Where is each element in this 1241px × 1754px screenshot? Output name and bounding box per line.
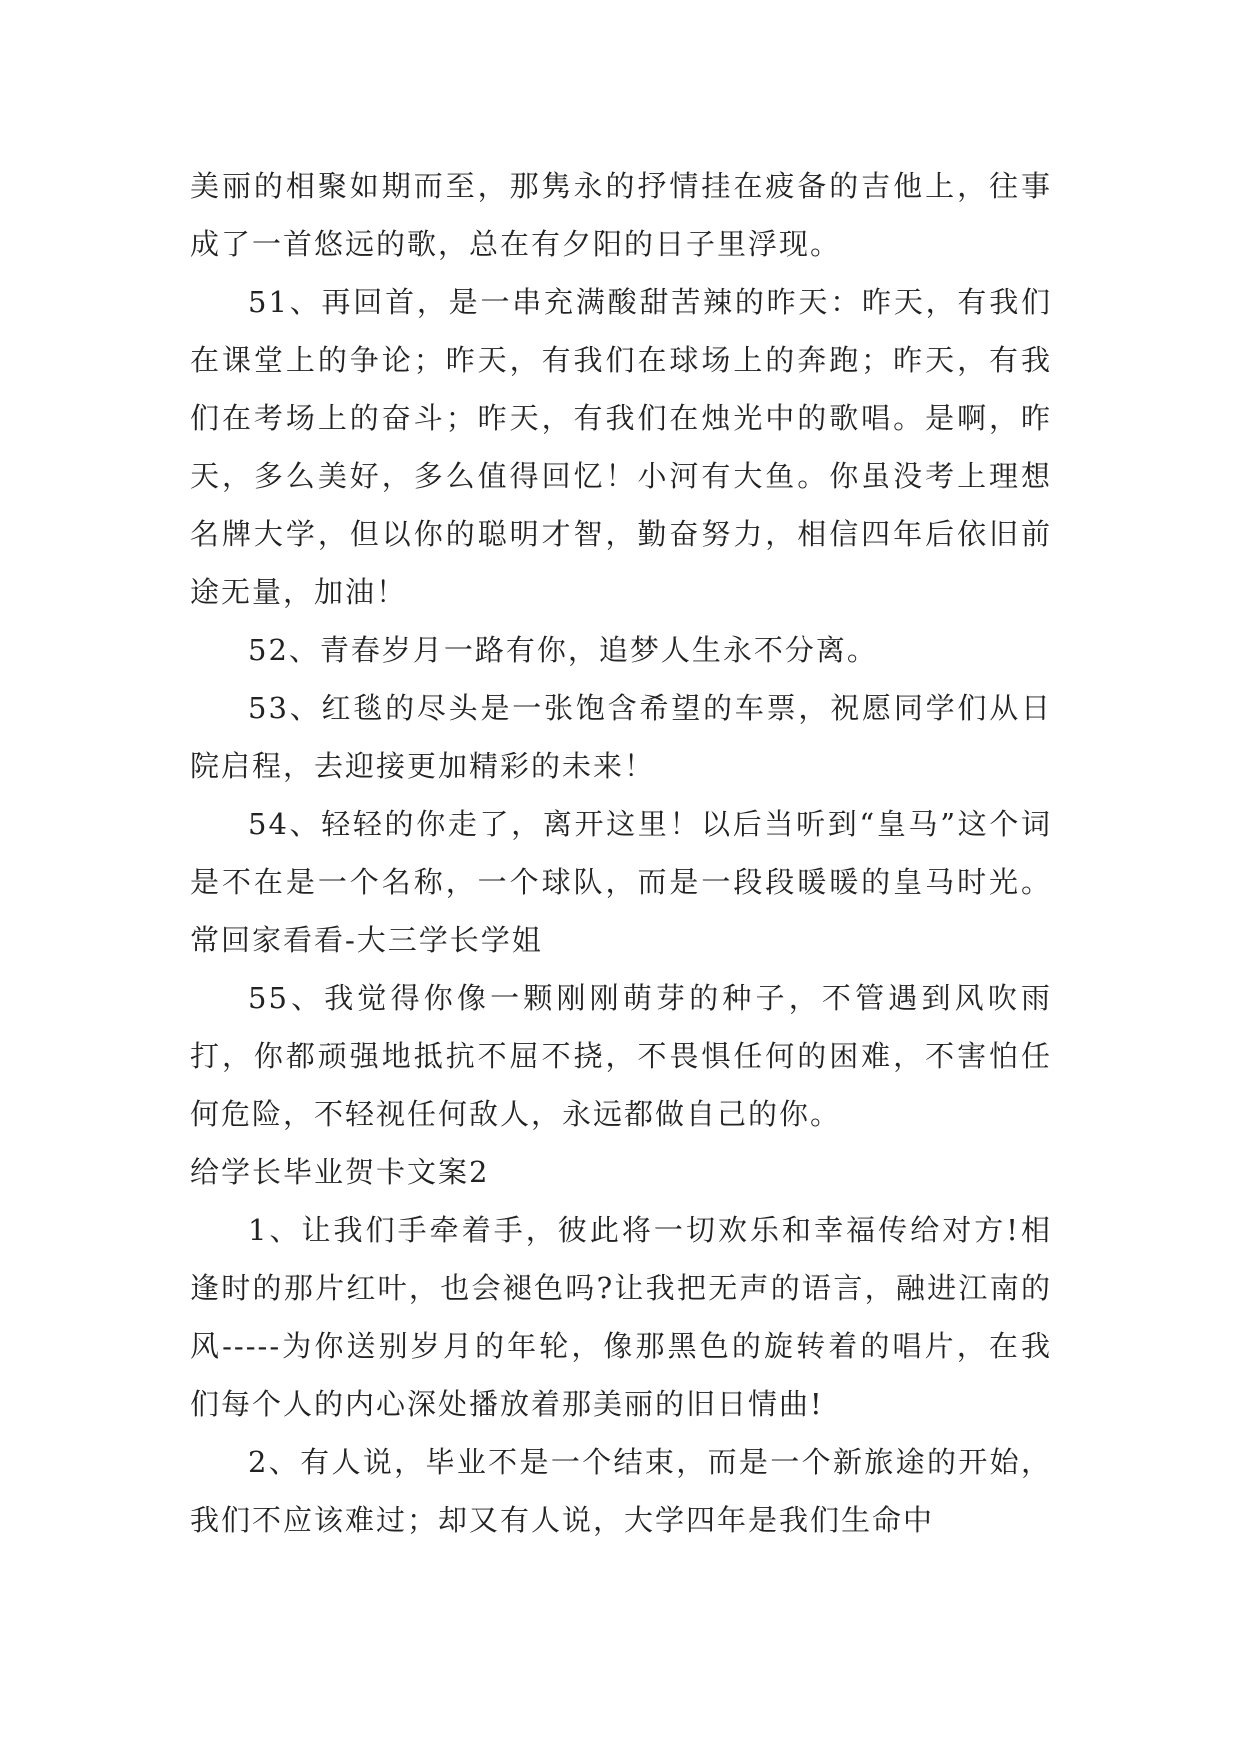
paragraph-53: 53、红毯的尽头是一张饱含希望的车票，祝愿同学们从日院启程，去迎接更加精彩的未来！ xyxy=(190,691,1052,783)
paragraph-52: 52、青春岁月一路有你，追梦人生永不分离。 xyxy=(248,633,878,667)
section-paragraph-1: 1、让我们手牵着手，彼此将一切欢乐和幸福传给对方!相逢时的那片红叶，也会褪色吗?让我把无声的语言，融进江南的风-----为你送别岁月的年轮，像那黑色的旋转着的唱片，在我们每个人的内心深处播放着那美丽的旧日情曲! xyxy=(190,1213,1052,1421)
paragraph-55: 55、我觉得你像一颗刚刚萌芽的种子，不管遇到风吹雨打，你都顽强地抵抗不屈不挠，不畏惧任何的困难，不害怕任何危险，不轻视任何敌人，永远都做自己的你。 xyxy=(190,981,1052,1131)
section-paragraph-2: 2、有人说，毕业不是一个结束，而是一个新旅途的开始，我们不应该难过；却又有人说，大学四年是我们生命中 xyxy=(190,1445,1052,1537)
section-heading: 给学长毕业贺卡文案2 xyxy=(190,1155,490,1189)
paragraph-51: 51、再回首，是一串充满酸甜苦辣的昨天：昨天，有我们在课堂上的争论；昨天，有我们在球场上的奔跑；昨天，有我们在考场上的奋斗；昨天，有我们在烛光中的歌唱。是啊，昨天，多么美好，多么值得回忆！小河有大鱼。你虽没考上理想名牌大学，但以你的聪明才智，勤奋努力，相信四年后依旧前途无量，加油！ xyxy=(190,285,1052,609)
paragraph-continued: 美丽的相聚如期而至，那隽永的抒情挂在疲备的吉他上，往事成了一首悠远的歌，总在有夕阳的日子里浮现。 xyxy=(190,169,1052,261)
document-body xyxy=(190,157,1052,1549)
paragraph-54: 54、轻轻的你走了，离开这里！以后当听到“皇马”这个词是不在是一个名称，一个球队，而是一段段暖暖的皇马时光。常回家看看-大三学长学姐 xyxy=(190,807,1052,957)
